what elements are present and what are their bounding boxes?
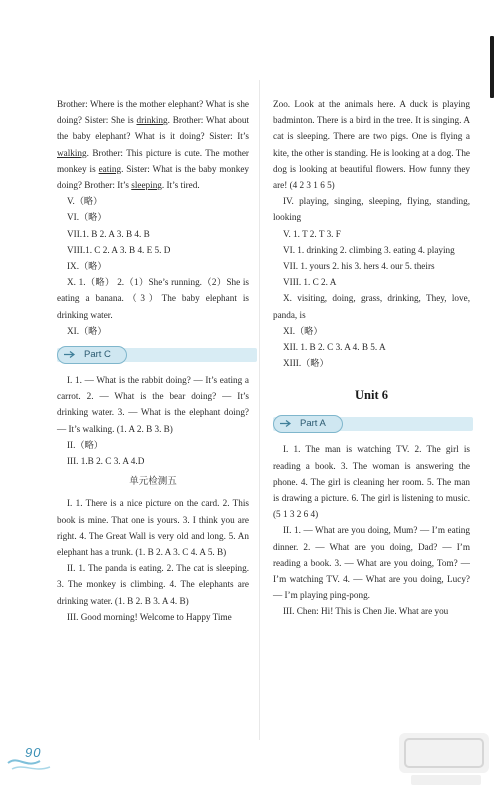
answer-line: V.（略） [67,196,103,207]
answer-line: III. Good morning! Welcome to Happy Time [67,611,232,622]
answer-line: I. 1. The man is watching TV. 2. The girl is reading a book. 3. The woman is answering the phone. 4. The girl is cleaning her room. 5. The man is drawing a picture. 6. The girl is listening to music. (5 1 3 2 6 4) [273,444,470,520]
answer-line: VII.1. B 2. A 3. B 4. B [67,228,150,239]
answer-paragraph [57,96,249,193]
part-label: Part A [300,418,326,430]
page-number: 90 [25,745,42,760]
section-title: 单元检测五 [129,477,177,488]
corner-logo [393,727,500,790]
page-edge-mark [490,36,494,98]
answer-line: VI. 1. drinking 2. climbing 3. eating 4. playing [283,244,455,255]
column-divider [259,80,260,740]
answer-line: IX.（略） [67,261,107,272]
underlined-answer: sleeping [131,180,162,191]
left-column [57,96,249,625]
unit-heading: Unit 6 [355,388,388,403]
arrow-right-icon [64,351,76,358]
answer-line: XI.（略） [283,325,323,336]
arrow-right-icon [280,420,292,427]
answer-line: III. Chen: Hi! This is Chen Jie. What are you [283,606,449,617]
answer-line: VIII.1. C 2. A 3. B 4. E 5. D [67,244,171,255]
answer-line: X. 1.（略） 2.（1）She’s running.（2）She is eating a banana.（3）The baby elephant is drinking water. [57,277,249,320]
answer-line: V. 1. T 2. T 3. F [283,228,341,239]
underlined-answer: eating [98,163,122,174]
answer-line: VI.（略） [67,212,107,223]
text-span: . Brother: This picture is cute. The mother monkey is [57,147,249,174]
part-label: Part C [84,349,111,361]
answer-line: II.（略） [67,439,103,450]
text-span: . Sister: What is the baby monkey doing? Brother: It’s [57,163,249,191]
answer-line: XIII.（略） [283,358,329,369]
answer-line: VII. 1. yours 2. his 3. hers 4. our 5. theirs [283,261,435,272]
answer-line: I. 1. — What is the rabbit doing? — It’s eating a carrot. 2. — What is the bear doing? — It’s drinking water. 3. — What is the elephant doing? — It’s walking. (1. A 2. B 3. B) [57,375,249,434]
answer-line: X. visiting, doing, grass, drinking, They, love, panda, is [273,293,470,320]
answer-line: XI.（略） [67,325,107,336]
right-column [273,96,470,620]
part-section-tab [273,415,470,433]
text-span: . It’s tired. [161,180,200,191]
underlined-answer: drinking [136,115,168,126]
answer-line: I. 1. There is a nice picture on the card. 2. This book is mine. That one is yours. 3. I think you are right. 4. The Great Wall is very old and long. 5. An elephant has a trunk. (1. B 2. A 3. C 4. A 5. B) [57,498,249,558]
text-span: . Brother: What about the baby elephant? What is it doing? Sister: It’s [57,115,249,142]
answer-line: XII. 1. B 2. C 3. A 4. B 5. A [283,342,386,353]
answer-line: Zoo. Look at the animals here. A duck is playing badminton. There is a bird in the tree. It is singing. A cat is sleeping. There are two pigs. One is flying a kite, the other is standing. He is looking at a dog. The dog is looking at beautiful flowers. How funny they are! (4 2 3 1 6 5) [273,99,470,191]
underlined-answer: walking [57,147,87,158]
answer-line: VIII. 1. C 2. A [283,277,337,288]
answer-line: II. 1. — What are you doing, Mum? — I’m eating dinner. 2. — What are you doing, Dad? — I’m reading a book. 3. — What are you doing, Tom? — I’m watching TV. 4. — What are you doing, Lucy? — I’m playing ping-pong. [273,525,470,601]
answer-line: III. 1.B 2. C 3. A 4.D [67,456,145,467]
answer-line: IV. playing, singing, sleeping, flying, standing, looking [273,196,470,223]
part-section-tab [57,346,249,364]
answer-line: II. 1. The panda is eating. 2. The cat is sleeping. 3. The monkey is climbing. 4. The elephants are drinking water. (1. B 2. B 3. A 4. B) [57,563,249,606]
text-span: Brother: Where is the mother elephant? What is she doing? Sister: She is [57,99,249,126]
